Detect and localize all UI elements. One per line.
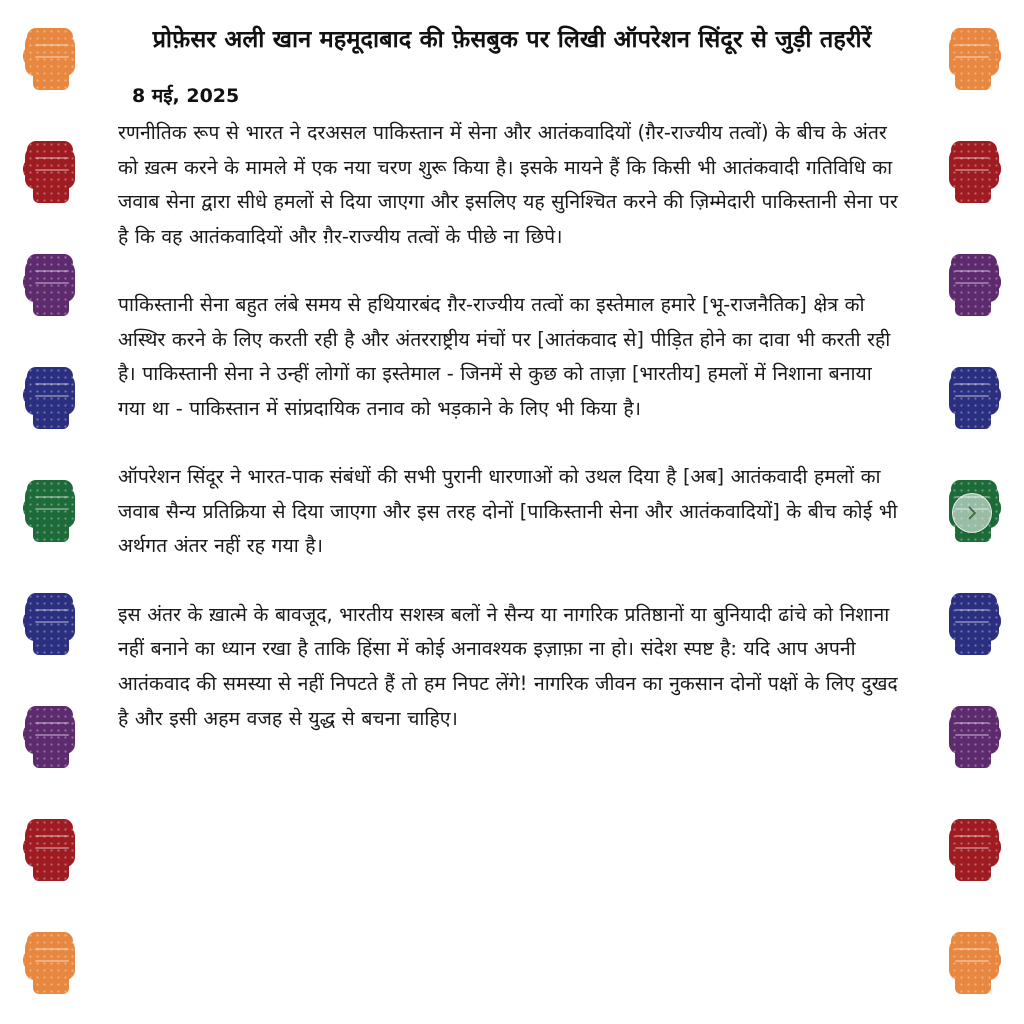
raised-fist-icon (945, 135, 1003, 205)
left-fist-decoration-column (0, 0, 100, 1024)
raised-fist-icon (21, 248, 79, 318)
fist-decoration-cell (0, 339, 100, 452)
post-date: 8 मई, 2025 (132, 85, 240, 108)
post-body (96, 108, 928, 736)
content-card (96, 0, 928, 1024)
fist-decoration-cell (924, 339, 1024, 452)
raised-fist-icon (945, 361, 1003, 431)
paragraph-2: पाकिस्तानी सेना बहुत लंबे समय से हथियारबंद ग़ैर-राज्यीय तत्वों का इस्तेमाल हमारे [भू-राजनैतिक] क्षेत्र को अस्थिर करने के लिए करती रही है और अंतरराष्ट्रीय मंचों पर [आतंकवाद से] पीड़ित होने का दावा भी करती रही है। पाकिस्तानी सेना ने उन्हीं लोगों का इस्तेमाल - जिनमें से कुछ को ताज़ा [भारतीय] हमलों में निशाना बनाया गया था - पाकिस्तान में सांप्रदायिक तनाव को भड़काने के लिए भी किया है। (118, 293, 891, 420)
paragraph-3: ऑपरेशन सिंदूर ने भारत-पाक संबंधों की सभी पुरानी धारणाओं को उथल दिया है [अब] आतंकवादी हमलों का जवाब सैन्य प्रतिक्रिया से दिया जाएगा और इस तरह दोनों [पाकिस्तानी सेना और आतंकवादियों] के बीच कोई भी अर्थगत अंतर नहीं रह गया है। (118, 465, 898, 558)
fist-decoration-cell (0, 904, 100, 1017)
chevron-right-icon (964, 505, 980, 521)
fist-decoration-cell (0, 791, 100, 904)
fist-decoration-cell (924, 678, 1024, 791)
raised-fist-icon (21, 135, 79, 205)
raised-fist-icon (945, 248, 1003, 318)
fist-decoration-cell (0, 226, 100, 339)
fist-decoration-cell (924, 904, 1024, 1017)
raised-fist-icon (945, 813, 1003, 883)
fist-decoration-cell (924, 226, 1024, 339)
raised-fist-icon (945, 22, 1003, 92)
raised-fist-icon (945, 587, 1003, 657)
page-title: प्रोफ़ेसर अली खान महमूदाबाद की फ़ेसबुक पर लिखी ऑपरेशन सिंदूर से जुड़ी तहरीरें (152, 25, 872, 53)
fist-decoration-cell (0, 0, 100, 113)
fist-decoration-cell (924, 0, 1024, 113)
raised-fist-icon (945, 700, 1003, 770)
next-slide-button[interactable] (952, 493, 992, 533)
fist-decoration-cell (924, 791, 1024, 904)
raised-fist-icon (945, 926, 1003, 996)
paragraph-1: रणनीतिक रूप से भारत ने दरअसल पाकिस्तान में सेना और आतंकवादियों (ग़ैर-राज्यीय तत्वों) के बीच के अंतर को ख़त्म करने के मामले में एक नया चरण शुरू किया है। इसके मायने हैं कि किसी भी आतंकवादी गतिविधि का जवाब सेना द्वारा सीधे हमलों से दिया जाएगा और इसलिए यह सुनिश्चित करने की ज़िम्मेदारी पाकिस्तानी सेना पर है कि वह आतंकवादियों और ग़ैर-राज्यीय तत्वों के पीछे ना छिपे। (118, 121, 898, 248)
raised-fist-icon (21, 22, 79, 92)
fist-decoration-cell (0, 565, 100, 678)
raised-fist-icon (21, 700, 79, 770)
fist-decoration-cell (0, 678, 100, 791)
raised-fist-icon (21, 813, 79, 883)
raised-fist-icon (21, 587, 79, 657)
fist-decoration-cell (0, 113, 100, 226)
raised-fist-icon (21, 361, 79, 431)
raised-fist-icon (21, 474, 79, 544)
fist-decoration-cell (924, 565, 1024, 678)
fist-decoration-cell (0, 452, 100, 565)
fist-decoration-cell (924, 113, 1024, 226)
paragraph-4: इस अंतर के ख़ात्मे के बावजूद, भारतीय सशस्त्र बलों ने सैन्य या नागरिक प्रतिष्ठानों या बुनियादी ढांचे को निशाना नहीं बनाने का ध्यान रखा है ताकि हिंसा में कोई अनावश्यक इज़ाफ़ा ना हो। संदेश स्पष्ट है: यदि आप अपनी आतंकवाद की समस्या से नहीं निपटते हैं तो हम निपट लेंगे! नागरिक जीवन का नुकसान दोनों पक्षों के लिए दुखद है और इसी अहम वजह से युद्ध से बचना चाहिए। (118, 602, 898, 730)
raised-fist-icon (21, 926, 79, 996)
